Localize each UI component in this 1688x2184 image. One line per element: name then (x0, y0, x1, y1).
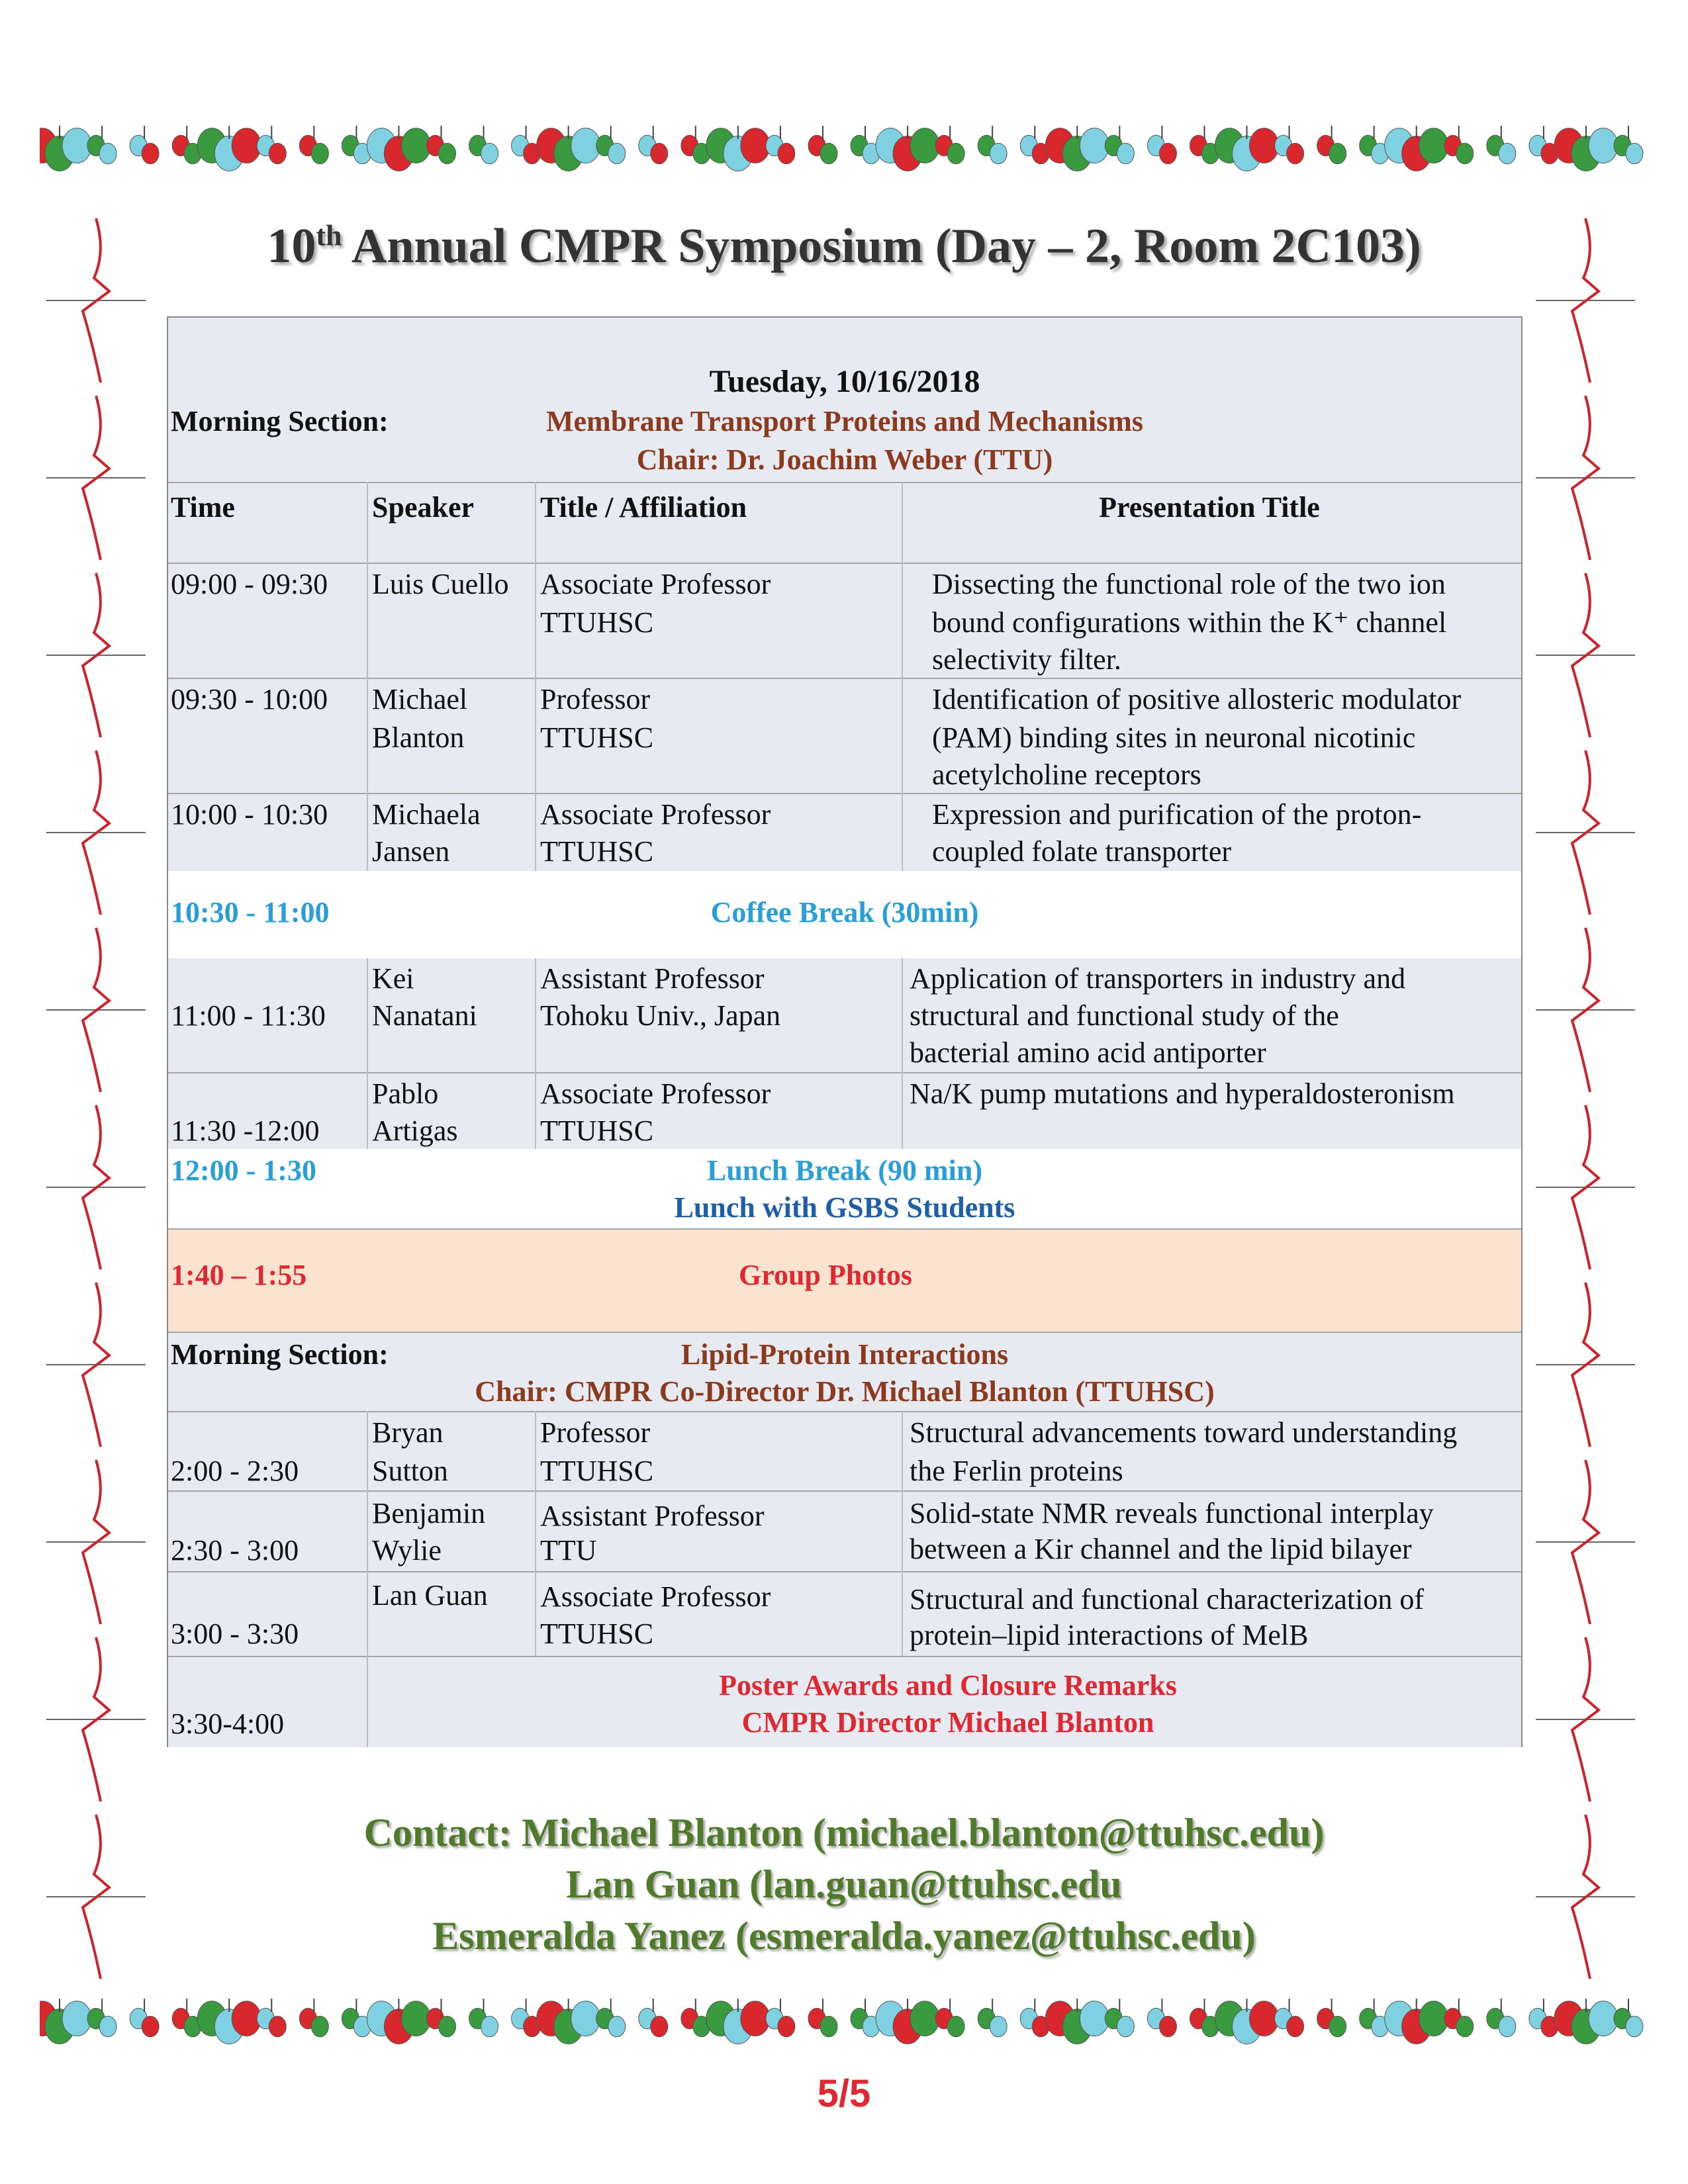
break-label: Coffee Break (30min) (710, 896, 979, 929)
header-affiliation: Title / Affiliation (540, 491, 747, 523)
photos-label: Group Photos (739, 1259, 913, 1291)
page-number: 5/5 (817, 2072, 871, 2115)
closing-row (168, 1656, 1521, 1747)
row-presentation: acetylcholine receptors (932, 758, 1201, 791)
heartbeat-segment-icon (1536, 751, 1635, 915)
balloon-cluster-icon (130, 1999, 159, 2037)
row-presentation: Na/K pump mutations and hyperaldosteronism (910, 1077, 1455, 1110)
column-divider (902, 958, 903, 1149)
break-time: 12:00 - 1:30 (171, 1154, 316, 1187)
row-speaker: Jansen (372, 835, 450, 868)
heartbeat-segment-icon (1536, 1637, 1635, 1801)
balloon-cluster-icon (257, 1999, 286, 2037)
row-time: 3:30-4:00 (171, 1707, 285, 1740)
row-presentation: coupled folate transporter (932, 835, 1232, 868)
left-wave-border (46, 212, 146, 1985)
row-time: 11:00 - 11:30 (171, 999, 326, 1032)
row-time: 09:30 - 10:00 (171, 683, 328, 715)
balloon-cluster-icon (1190, 126, 1219, 164)
balloon-cluster-icon (342, 1999, 371, 2037)
balloon-cluster-icon (367, 126, 430, 171)
table-row (168, 563, 1521, 678)
balloon-cluster-icon (1020, 126, 1049, 164)
contact-line: Lan Guan (lan.guan@ttuhsc.edu (566, 1862, 1122, 1906)
row-time: 11:30 -12:00 (171, 1115, 320, 1147)
row-presentation: bound configurations within the K⁺ channel (932, 606, 1447, 639)
balloon-cluster-icon (1360, 1999, 1389, 2037)
balloon-cluster-icon (681, 126, 710, 164)
column-header-row (168, 482, 1521, 563)
contact-line: Esmeralda Yanez (esmeralda.yanez@ttuhsc.edu) (432, 1914, 1256, 1958)
heartbeat-segment-icon (46, 573, 146, 737)
heartbeat-segment-icon (46, 1105, 146, 1269)
heartbeat-segment-icon (1536, 928, 1635, 1092)
group-photos-row (168, 1228, 1521, 1332)
balloon-cluster-icon (808, 126, 837, 164)
row-time: 09:00 - 09:30 (171, 568, 328, 600)
closing-sub-label: CMPR Director Michael Blanton (741, 1706, 1154, 1739)
balloon-cluster-icon (876, 1999, 939, 2044)
heartbeat-segment-icon (46, 928, 146, 1092)
balloon-cluster-icon (681, 1999, 710, 2037)
balloon-cluster-icon (596, 1999, 626, 2037)
heartbeat-segment-icon (1536, 1283, 1635, 1447)
row-affiliation-org: TTUHSC (540, 1617, 654, 1650)
row-affiliation-title: Professor (540, 683, 651, 715)
page-title: 10th Annual CMPR Symposium (Day – 2, Room 2C103) (267, 219, 1421, 273)
balloon-cluster-icon (766, 1999, 795, 2037)
row-affiliation-title: Associate Professor (540, 1077, 771, 1110)
balloon-cluster-icon (130, 126, 159, 164)
row-speaker: Luis Cuello (372, 568, 509, 600)
session-header (168, 318, 1521, 482)
balloon-cluster-icon (426, 126, 455, 164)
balloon-cluster-icon (706, 1999, 770, 2044)
balloon-cluster-icon (935, 1999, 964, 2037)
heartbeat-wave-icon (46, 212, 146, 1985)
row-time: 10:00 - 10:30 (171, 798, 328, 831)
balloon-cluster-icon (40, 1999, 91, 2044)
lunch-break-row (168, 1149, 1521, 1228)
heartbeat-segment-icon (46, 1460, 146, 1624)
balloon-cluster-icon (299, 126, 328, 164)
row-presentation: protein–lipid interactions of MelB (910, 1619, 1309, 1651)
table-row (168, 1571, 1521, 1656)
balloon-cluster-icon (1317, 1999, 1346, 2037)
row-presentation: selectivity filter. (932, 643, 1121, 676)
section-label: Morning Section: (171, 1338, 389, 1371)
balloon-cluster-icon (1105, 126, 1134, 164)
heartbeat-segment-icon (1536, 573, 1635, 737)
row-speaker: Sutton (372, 1455, 448, 1487)
heartbeat-segment-icon (1536, 1460, 1635, 1624)
lunch-sub-label: Lunch with GSBS Students (674, 1191, 1015, 1224)
row-time: 3:00 - 3:30 (171, 1617, 299, 1650)
balloon-cluster-icon (1385, 126, 1448, 171)
balloon-cluster-icon (1190, 1999, 1219, 2037)
balloon-cluster-icon (469, 1999, 498, 2037)
section-chair: Chair: CMPR Co-Director Dr. Michael Blanton (TTUHSC) (475, 1375, 1215, 1408)
row-presentation: Application of transporters in industry and (910, 962, 1406, 995)
balloon-cluster-icon (639, 126, 668, 164)
balloon-cluster-icon (197, 1999, 261, 2044)
balloon-cluster-icon (299, 1999, 328, 2037)
section-topic: Lipid-Protein Interactions (680, 1338, 1009, 1371)
section-topic: Membrane Transport Proteins and Mechanisms (546, 405, 1143, 437)
balloon-cluster-icon (1045, 1999, 1109, 2044)
balloon-cluster-icon (1215, 126, 1279, 171)
balloon-cluster-icon (808, 1999, 837, 2037)
row-presentation: Identification of positive allosteric modulator (932, 683, 1462, 715)
table-row (168, 1490, 1521, 1571)
balloon-cluster-icon (426, 1999, 455, 2037)
break-label: Lunch Break (90 min) (706, 1154, 983, 1187)
section-label: Morning Section: (171, 405, 389, 437)
row-speaker: Bryan (372, 1416, 444, 1449)
balloon-cluster-icon (1385, 1999, 1448, 2044)
balloon-cluster-icon (1317, 126, 1346, 164)
balloon-cluster-icon (1105, 1999, 1134, 2037)
row-time: 2:30 - 3:00 (171, 1534, 299, 1567)
table-row (168, 1411, 1521, 1490)
balloon-cluster-icon (639, 1999, 668, 2037)
schedule-table (167, 316, 1523, 1747)
balloon-cluster-icon (1045, 126, 1109, 171)
table-row (168, 958, 1521, 1072)
row-time: 2:00 - 2:30 (171, 1455, 299, 1487)
row-speaker: Artigas (372, 1115, 458, 1147)
balloon-cluster-icon (1529, 1999, 1558, 2037)
column-divider (535, 482, 536, 871)
column-divider (535, 1411, 536, 1656)
balloon-cluster-icon (1554, 1999, 1618, 2044)
balloon-cluster-icon (1215, 1999, 1279, 2044)
balloon-cluster-icon (1614, 1999, 1643, 2037)
balloon-cluster-icon (851, 1999, 880, 2037)
header-time: Time (171, 491, 235, 523)
balloon-cluster-icon (978, 1999, 1007, 2037)
row-affiliation-title: Assistant Professor (540, 1500, 765, 1532)
balloon-cluster-icon (172, 126, 201, 164)
balloon-cluster-icon (469, 126, 498, 164)
balloon-cluster-icon (1444, 126, 1474, 164)
row-affiliation-org: TTUHSC (540, 1115, 654, 1147)
row-affiliation-org: TTUHSC (540, 606, 654, 639)
balloon-cluster-icon (87, 1999, 117, 2037)
row-affiliation-title: Associate Professor (540, 568, 771, 600)
row-presentation: structural and functional study of the (910, 999, 1339, 1032)
balloon-cluster-icon (1614, 126, 1643, 164)
balloon-cluster-icon (1529, 126, 1558, 164)
balloon-cluster-icon (1275, 1999, 1304, 2037)
column-divider (902, 482, 903, 871)
balloon-cluster-icon (1554, 126, 1618, 171)
session-date: Tuesday, 10/16/2018 (709, 364, 980, 399)
table-row (168, 678, 1521, 793)
row-affiliation-org: TTUHSC (540, 1455, 654, 1487)
row-presentation: Structural advancements toward understanding (910, 1416, 1458, 1449)
heartbeat-segment-icon (46, 1637, 146, 1801)
row-speaker: Michael (372, 683, 468, 715)
balloon-cluster-icon (706, 126, 770, 171)
balloon-cluster-icon (512, 1999, 541, 2037)
row-presentation: the Ferlin proteins (910, 1455, 1123, 1487)
heartbeat-segment-icon (46, 1283, 146, 1447)
balloon-cluster-icon (257, 126, 286, 164)
balloon-cluster-icon (1444, 1999, 1474, 2037)
balloon-cluster-icon (342, 126, 371, 164)
column-divider (367, 482, 368, 871)
heartbeat-segment-icon (1536, 396, 1635, 560)
row-affiliation-title: Associate Professor (540, 798, 771, 831)
photos-time: 1:40 – 1:55 (171, 1259, 307, 1291)
column-divider (535, 958, 536, 1149)
balloon-cluster-icon (197, 126, 261, 171)
row-speaker: Blanton (372, 721, 465, 754)
row-speaker: Lan Guan (372, 1579, 488, 1612)
row-presentation: Structural and functional characterization of (910, 1583, 1424, 1615)
heartbeat-wave-icon (1536, 212, 1635, 1985)
row-presentation: (PAM) binding sites in neuronal nicotinic (932, 721, 1416, 754)
coffee-break-row (168, 871, 1521, 958)
row-affiliation-org: TTUHSC (540, 721, 654, 754)
balloon-garland-icon (40, 1979, 1648, 2058)
row-affiliation-org: TTU (540, 1534, 597, 1567)
balloon-cluster-icon (1487, 126, 1516, 164)
balloon-cluster-icon (172, 1999, 201, 2037)
balloon-cluster-icon (978, 126, 1007, 164)
balloon-cluster-icon (87, 126, 117, 164)
row-speaker: Michaela (372, 798, 481, 831)
column-divider (902, 1411, 903, 1656)
row-affiliation-title: Associate Professor (540, 1580, 771, 1613)
column-divider (367, 958, 368, 1149)
break-time: 10:30 - 11:00 (171, 896, 330, 929)
row-affiliation-org: TTUHSC (540, 835, 654, 868)
row-speaker: Wylie (372, 1534, 442, 1567)
balloon-cluster-icon (766, 126, 795, 164)
table-row (168, 1072, 1521, 1149)
contact-block (0, 1807, 1688, 1962)
row-presentation: Dissecting the functional role of the two ion (932, 568, 1446, 600)
balloon-cluster-icon (1360, 126, 1389, 164)
balloon-garland-icon (40, 106, 1648, 185)
row-speaker: Pablo (372, 1077, 439, 1110)
contact-line: Contact: Michael Blanton (michael.blanton@ttuhsc.edu) (363, 1811, 1325, 1854)
balloon-cluster-icon (1275, 126, 1304, 164)
balloon-cluster-icon (537, 1999, 600, 2044)
balloon-cluster-icon (596, 126, 626, 164)
closing-label: Poster Awards and Closure Remarks (719, 1669, 1177, 1702)
row-speaker: Benjamin (372, 1497, 486, 1529)
top-balloon-border (40, 106, 1648, 185)
balloon-cluster-icon (876, 126, 939, 171)
row-speaker: Nanatani (372, 999, 477, 1032)
balloon-cluster-icon (512, 126, 541, 164)
row-affiliation-title: Assistant Professor (540, 962, 765, 995)
heartbeat-segment-icon (46, 396, 146, 560)
balloon-cluster-icon (935, 126, 964, 164)
balloon-cluster-icon (1147, 1999, 1176, 2037)
bottom-balloon-border (40, 1979, 1648, 2058)
column-divider (367, 1411, 368, 1747)
balloon-cluster-icon (1147, 126, 1176, 164)
heartbeat-segment-icon (1536, 1105, 1635, 1269)
header-speaker: Speaker (372, 491, 474, 523)
row-presentation: between a Kir channel and the lipid bilayer (910, 1533, 1412, 1565)
right-wave-border (1536, 212, 1635, 1985)
table-row (168, 793, 1521, 871)
row-presentation: Solid-state NMR reveals functional interplay (910, 1497, 1434, 1529)
section2-header (168, 1332, 1521, 1411)
balloon-cluster-icon (1020, 1999, 1049, 2037)
balloon-cluster-icon (851, 126, 880, 164)
section-chair: Chair: Dr. Joachim Weber (TTU) (636, 443, 1053, 476)
row-presentation: Expression and purification of the proton- (932, 798, 1422, 831)
heartbeat-segment-icon (46, 751, 146, 915)
balloon-cluster-icon (40, 126, 91, 171)
row-speaker: Kei (372, 962, 414, 995)
balloon-cluster-icon (537, 126, 600, 171)
balloon-cluster-icon (367, 1999, 430, 2044)
header-presentation: Presentation Title (1099, 491, 1320, 523)
row-affiliation-org: Tohoku Univ., Japan (540, 999, 781, 1032)
balloon-cluster-icon (1487, 1999, 1516, 2037)
row-presentation: bacterial amino acid antiporter (910, 1036, 1266, 1069)
row-affiliation-title: Professor (540, 1416, 651, 1449)
